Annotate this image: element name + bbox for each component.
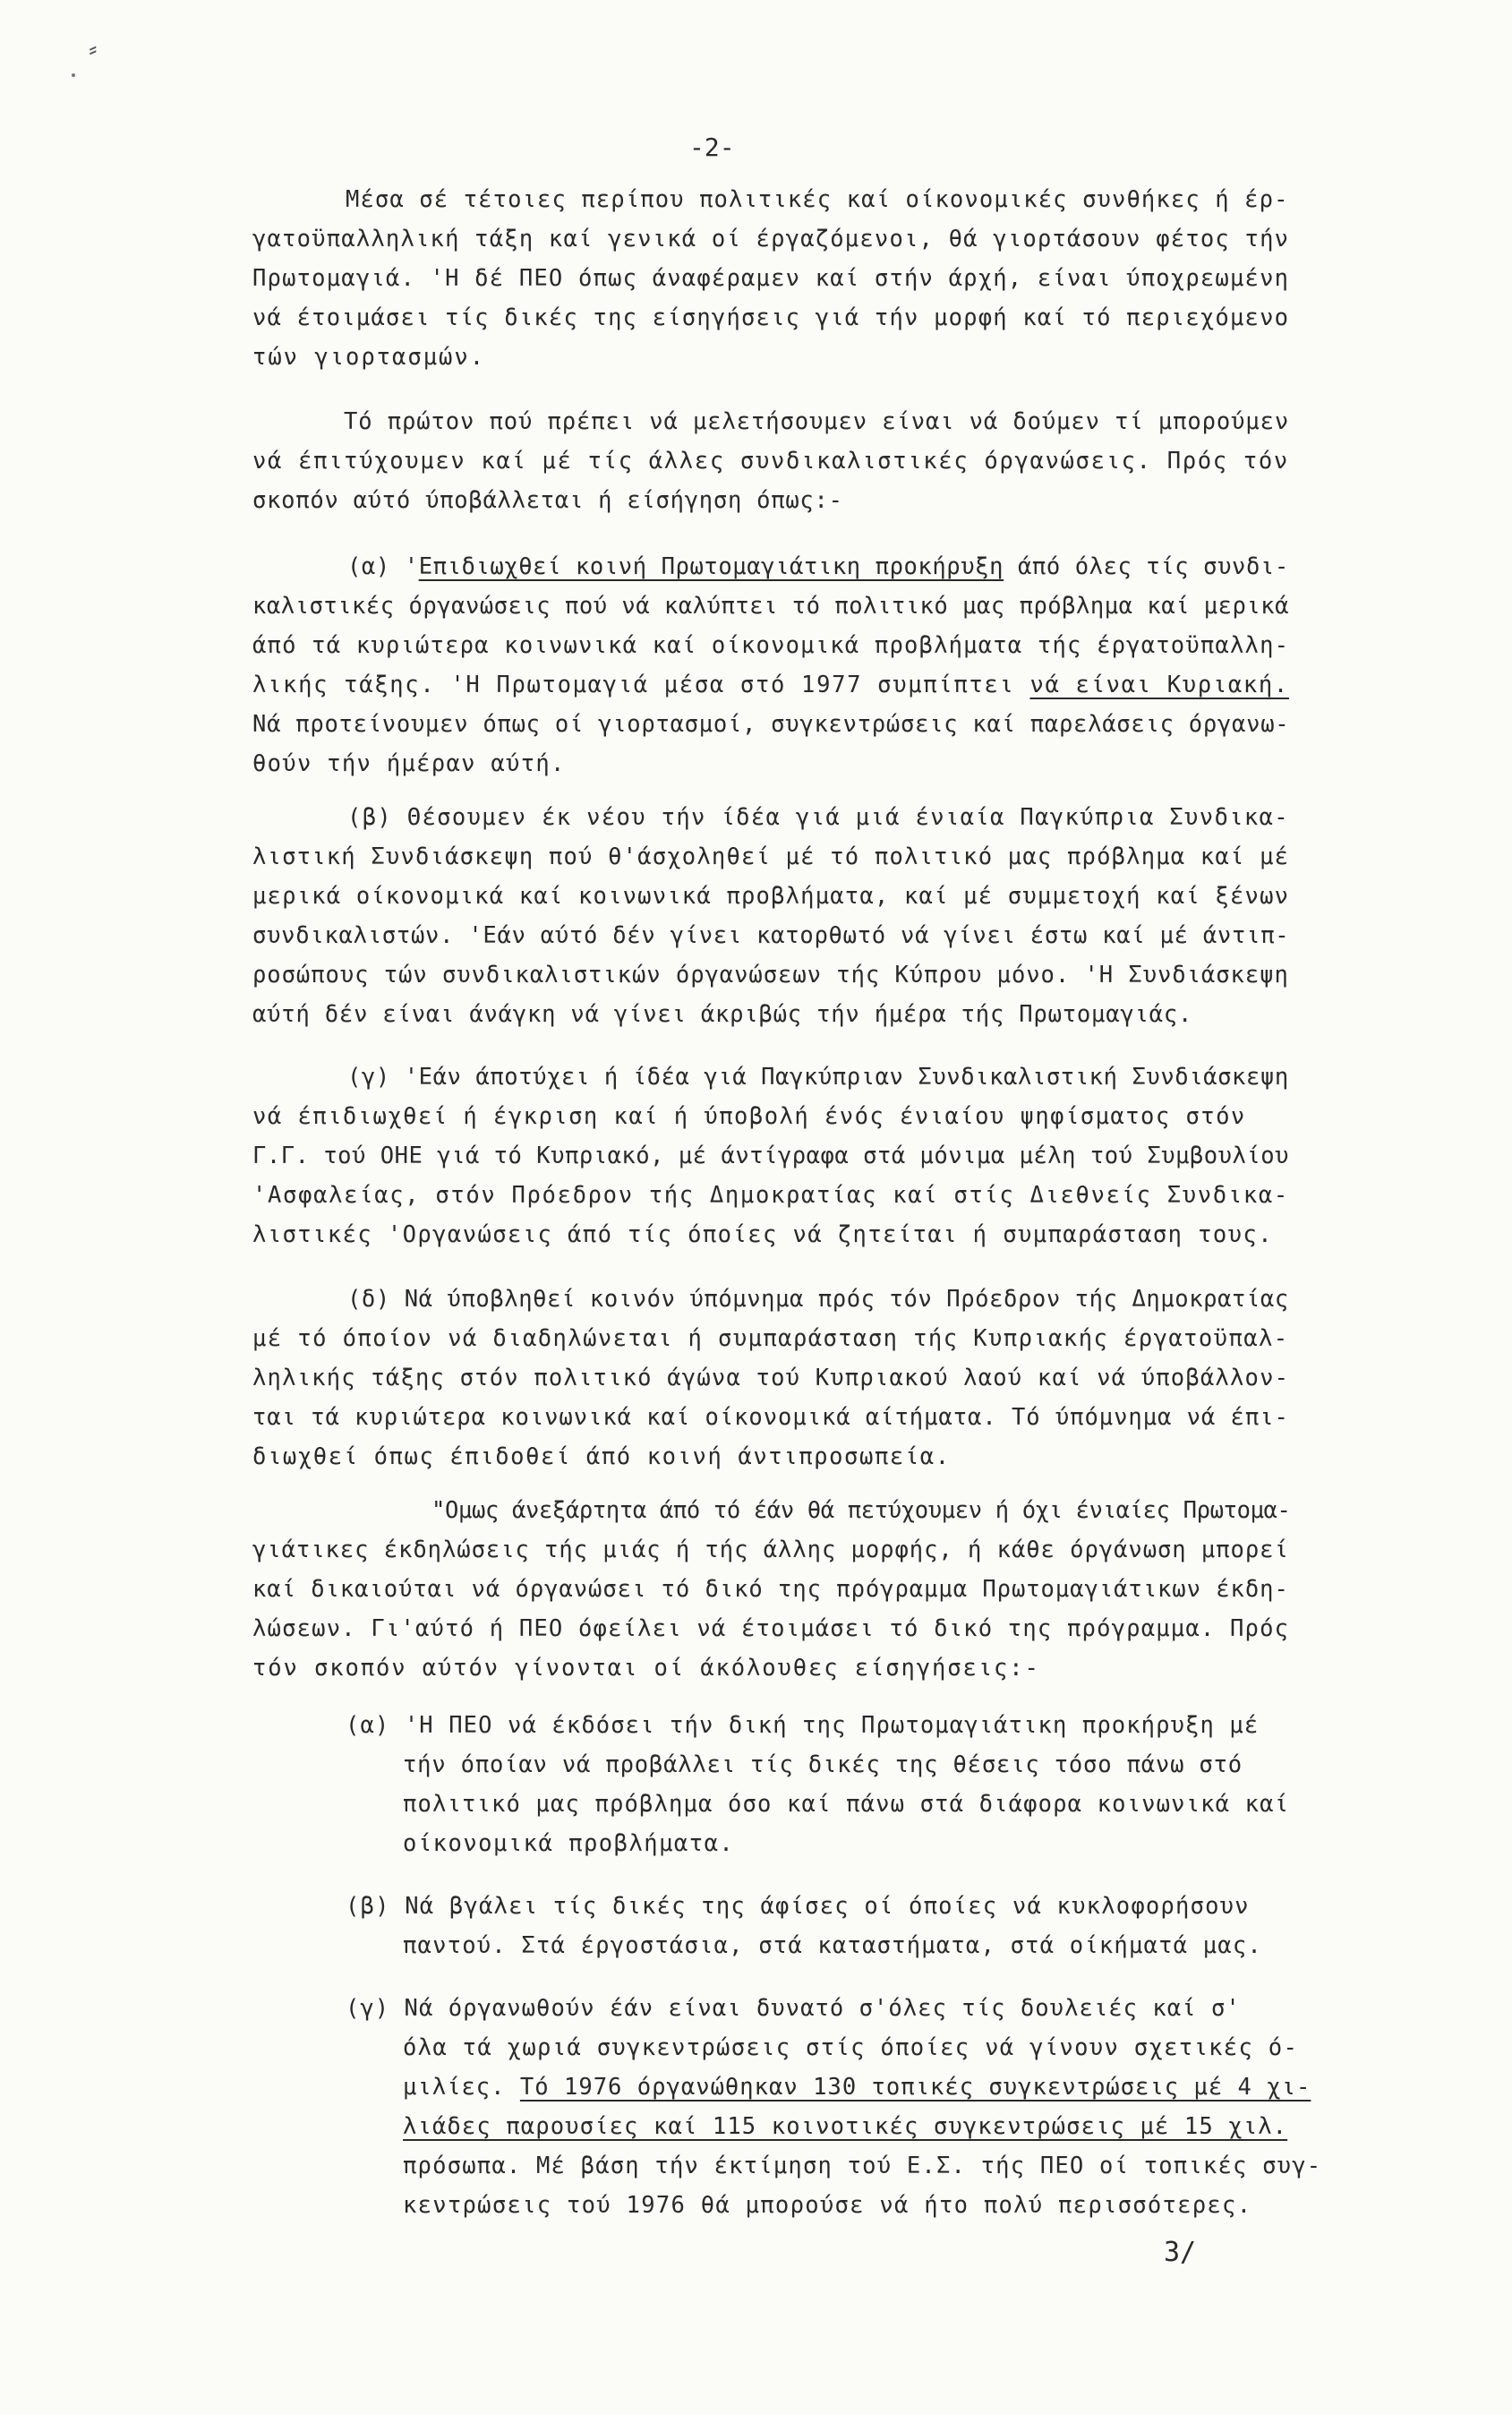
text-run: τών γιορτασμών. [252,344,486,371]
text-line [347,1284,1289,1314]
text-line [403,1789,1289,1819]
text-line [252,1141,1289,1171]
text-line [252,1180,1289,1211]
text-run: (γ) Νά όργανωθούν έάν είναι δυνατό σ'όλες τίς δουλειές καί σ' [346,1995,1241,2022]
text-line [252,630,1289,661]
text-line [346,184,1289,215]
text-line [347,1062,1289,1092]
text-line [252,1363,1289,1393]
text-line [252,1220,1273,1250]
text-run: Νά προτείνουμεν όπως οί γιορτασμοί, συγκεντρώσεις καί παρελάσεις όργανω- [252,711,1290,738]
text-run: (β) Θέσουμεν έκ νέου τήν ίδέα γιά μιά ένιαία Παγκύπρια Συνδικα- [347,804,1289,831]
text-run: καί δικαιούται νά όργανώσει τό δικό της πρόγραμμα Πρωτομαγιάτικων έκδη- [252,1576,1289,1603]
text-run: καλιστικές όργανώσεις πού νά καλύπτει τό πολιτικό μας πρόβλημα καί μερικά [252,593,1289,620]
next-page-marker: 3/ [1164,2237,1197,2268]
text-run: συνδικαλιστών. 'Εάν αύτό δέν γίνει κατορθωτό νά γίνει έστω καί μέ άντιπ- [252,922,1290,949]
text-line [346,1710,1259,1741]
text-run: πολιτικό μας πρόβλημα όσο καί πάνω στά διάφορα κοινωνικά καί [403,1791,1290,1818]
text-run: άπό όλες τίς συνδι- [1004,553,1289,580]
text-run: παντού. Στά έργοστάσια, στά καταστήματα, στά οίκήματά μας. [403,1932,1262,1959]
text-run: (α) ' [347,553,419,580]
text-run: γιάτικες έκδηλώσεις τής μιάς ή τής άλλης μορφής, ή κάθε όργάνωση μπορεί [252,1537,1289,1563]
text-run: "Ομως άνεξάρτητα άπό τό έάν θά πετύχουμεν ή όχι ένιαίες Πρωτομα- [431,1497,1291,1524]
text-line [403,2072,1311,2102]
text-run: σκοπόν αύτό ύποβάλλεται ή είσήγηση όπως:- [252,487,843,514]
text-run: μέ τό όποίον νά διαδηλώνεται ή συμπαράσταση τής Κυπριακής έργατοϋπαλ- [252,1325,1289,1352]
underlined-text: Επιδιωχθεί κοινή Πρωτομαγιάτικη προκήρυξη [418,553,1004,580]
text-run: θούν τήν ήμέραν αύτή. [252,750,566,777]
text-run: νά έπιδιωχθεί ή έγκριση καί ή ύποβολή ένός ένιαίου ψηφίσματος στόν [252,1103,1246,1130]
text-run: μιλίες. [403,2074,520,2101]
text-line [252,485,843,516]
text-line [403,1930,1262,1961]
text-run: νά έτοιμάσει τίς δικές της είσηγήσεις γιά τήν μορφή καί τό περιεχόμενο [252,304,1290,331]
text-run: (α) 'Η ΠΕΟ νά έκδόσει τήν δική της Πρωτομαγιάτικη προκήρυξη μέ [346,1712,1260,1739]
text-run: 'Ασφαλείας, στόν Πρόεδρον τής Δημοκρατίας καί στίς Διεθνείς Συνδικα- [252,1182,1289,1209]
text-run: όλα τά χωριά συγκεντρώσεις στίς όποίες νά γίνουν σχετικές ό- [403,2034,1299,2061]
text-line [252,591,1289,621]
text-run: τόν σκοπόν αύτόν γίνονται οί άκόλουθες είσηγήσεις:- [252,1655,1040,1682]
text-line [252,960,1289,990]
text-line [252,303,1289,333]
text-run: λιστικές 'Οργανώσεις άπό τίς όποίες νά ζητείται ή συμπαράσταση τους. [252,1221,1273,1248]
text-line [252,263,1289,294]
text-line [403,2151,1321,2181]
text-line [252,999,1192,1030]
text-line [252,1101,1246,1132]
text-run: Τό πρώτον πού πρέπει νά μελετήσουμεν είναι νά δούμεν τί μπορούμεν [344,408,1290,435]
corner-mark: ⸗ [86,36,100,63]
text-line [346,1993,1241,2024]
text-line [403,2033,1298,2063]
text-line [252,920,1289,951]
text-line [252,749,566,779]
text-line [403,1828,734,1859]
underlined-text: Τό 1976 όργανώθηκαν 130 τοπικές συγκεντρώσεις μέ 4 χι- [519,2074,1311,2101]
text-line [431,1495,1291,1526]
underlined-text: λιάδες παρουσίες καί 115 κοινοτικές συγκεντρώσεις μέ 15 χιλ. [403,2113,1288,2140]
text-line [347,552,1289,582]
text-run: λικής τάξης. 'Η Πρωτομαγιά μέσα στό 1977 συμπίπτει [252,672,1030,698]
text-run: (β) Νά βγάλει τίς δικές της άφίσες οί όποίες νά κυκλοφορήσουν [346,1893,1250,1920]
text-line [252,670,1289,700]
text-line [252,342,485,372]
text-line [346,1891,1250,1922]
text-line [252,881,1289,912]
text-run: (γ) 'Εάν άποτύχει ή ίδέα γιά Παγκύπριαν Συνδικαλιστική Συνδιάσκεψη [347,1064,1289,1091]
text-line [252,1442,951,1472]
text-line [252,1614,1289,1644]
text-run: λώσεων. Γι'αύτό ή ΠΕΟ όφείλει νά έτοιμάσει τό δικό της πρόγραμμα. Πρός [252,1615,1290,1642]
text-run: ροσώπους τών συνδικαλιστικών όργανώσεων τής Κύπρου μόνο. 'Η Συνδιάσκεψη [252,962,1289,989]
text-run: τήν όποίαν νά προβάλλει τίς δικές της θέσεις τόσο πάνω στό [403,1751,1243,1778]
text-line [252,1323,1289,1354]
text-run: διωχθεί όπως έπιδοθεί άπό κοινή άντιπροσωπεία. [252,1443,951,1470]
scan-speck [72,73,75,77]
text-run: αύτή δέν είναι άνάγκη νά γίνει άκριβώς τήν ήμέρα τής Πρωτομαγιάς. [252,1001,1193,1028]
underlined-text: νά είναι Κυριακή. [1029,672,1289,698]
page-number: -2- [689,133,735,162]
text-run: πρόσωπα. Μέ βάση τήν έκτίμηση τού Ε.Σ. τής ΠΕΟ οί τοπικές συγ- [403,2153,1322,2179]
text-run: Μέσα σέ τέτοιες περίπου πολιτικές καί οίκονομικές συνθήκες ή έρ- [346,186,1289,213]
text-run: ται τά κυριώτερα κοινωνικά καί οίκονομικά αίτήματα. Τό ύπόμνημα νά έπι- [252,1404,1289,1431]
text-line [252,1653,1040,1683]
text-run: ληλικής τάξης στόν πολιτικό άγώνα τού Κυπριακού λαού καί νά ύποβάλλον- [252,1365,1290,1391]
text-line [403,1750,1243,1780]
text-line [344,407,1289,437]
text-line [347,802,1289,833]
text-line [403,2190,1251,2221]
text-run: Πρωτομαγιά. 'Η δέ ΠΕΟ όπως άναφέραμεν καί στήν άρχή, είναι ύποχρεωμένη [252,265,1290,292]
text-line [252,1402,1289,1433]
text-line [252,709,1289,740]
text-run: λιστική Συνδιάσκεψη πού θ'άσχοληθεί μέ τό πολιτικό μας πρόβλημα καί μέ [252,843,1290,870]
text-line [252,1535,1289,1565]
text-line [252,1574,1289,1605]
text-run: άπό τά κυριώτερα κοινωνικά καί οίκονομικά προβλήματα τής έργατοϋπαλλη- [252,632,1290,659]
text-run: οίκονομικά προβλήματα. [403,1830,735,1857]
text-run: γατοϋπαλληλική τάξη καί γενικά οί έργαζόμενοι, θά γιορτάσουν φέτος τήν [252,226,1290,253]
text-run: (δ) Νά ύποβληθεί κοινόν ύπόμνημα πρός τόν Πρόεδρον τής Δημοκρατίας [347,1286,1289,1313]
text-run: Γ.Γ. τού ΟΗΕ γιά τό Κυπριακό, μέ άντίγραφα στά μόνιμα μέλη τού Συμβουλίου [252,1143,1289,1169]
text-run: μερικά οίκονομικά καί κοινωνικά προβλήματα, καί μέ συμμετοχή καί ξένων [252,883,1290,910]
text-line [403,2111,1287,2142]
text-line [252,446,1289,476]
text-run: κεντρώσεις τού 1976 θά μπορούσε νά ήτο πολύ περισσότερες. [403,2192,1252,2219]
text-line [252,842,1289,872]
text-run: νά έπιτύχουμεν καί μέ τίς άλλες συνδικαλιστικές όργανώσεις. Πρός τόν [252,448,1289,475]
text-line [252,224,1289,254]
